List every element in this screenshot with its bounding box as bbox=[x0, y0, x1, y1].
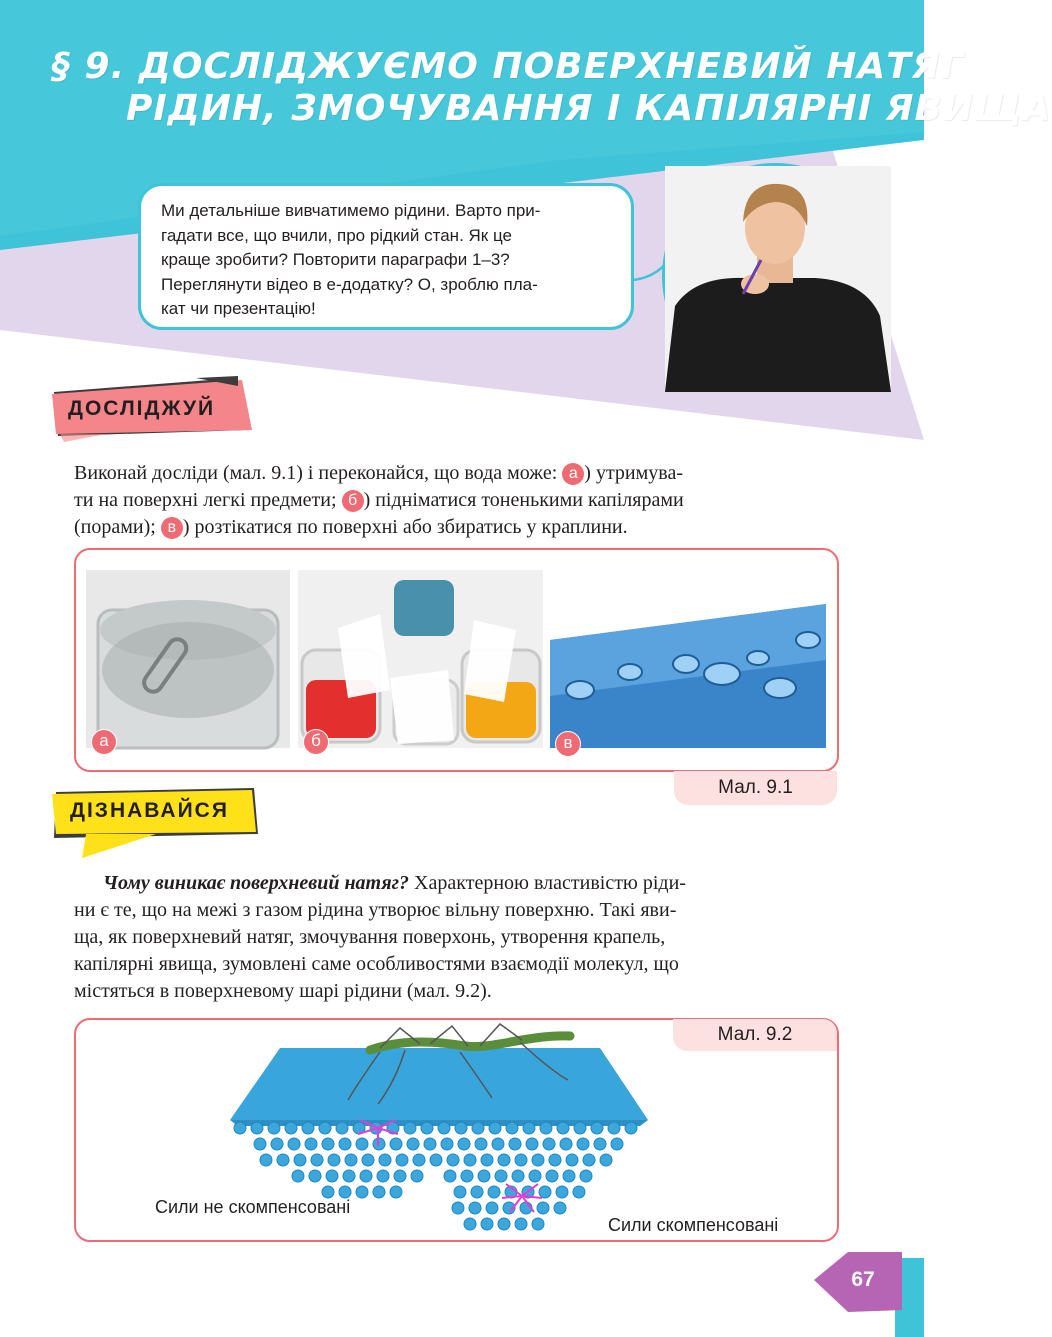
molecule-dot bbox=[251, 1122, 263, 1134]
molecule-dot bbox=[594, 1138, 606, 1150]
molecule-dot bbox=[379, 1154, 391, 1166]
molecule-dot bbox=[475, 1138, 487, 1150]
molecule-dot bbox=[292, 1170, 304, 1182]
section-label-learn: ДІЗНАВАЙСЯ bbox=[70, 799, 229, 822]
molecule-dot bbox=[472, 1122, 484, 1134]
molecule-dot bbox=[537, 1202, 549, 1214]
molecule-dot bbox=[546, 1170, 558, 1182]
molecule-dot bbox=[566, 1154, 578, 1166]
molecule-dot bbox=[377, 1170, 389, 1182]
molecule-dot bbox=[526, 1138, 538, 1150]
molecule-dot bbox=[461, 1170, 473, 1182]
molecule-dot bbox=[488, 1186, 500, 1198]
molecule-dot bbox=[540, 1122, 552, 1134]
molecule-dot bbox=[309, 1170, 321, 1182]
molecule-dot bbox=[481, 1218, 493, 1230]
explore-text: ) підніматися тоненькими капілярами bbox=[363, 489, 684, 511]
molecule-dot bbox=[577, 1138, 589, 1150]
molecule-dot bbox=[469, 1202, 481, 1214]
molecule-dot bbox=[260, 1154, 272, 1166]
molecule-dot bbox=[543, 1138, 555, 1150]
molecule-dot bbox=[506, 1122, 518, 1134]
molecule-dot bbox=[254, 1138, 266, 1150]
molecule-dot bbox=[322, 1138, 334, 1150]
explore-line-3 bbox=[74, 514, 684, 541]
section-label-learn-bg bbox=[46, 784, 266, 864]
molecule-dot bbox=[356, 1186, 368, 1198]
molecule-dot bbox=[390, 1186, 402, 1198]
label-compensated-forces: Сили скомпенсовані bbox=[608, 1215, 779, 1235]
molecule-dot bbox=[311, 1154, 323, 1166]
molecule-dot bbox=[498, 1218, 510, 1230]
molecule-dot bbox=[539, 1186, 551, 1198]
explore-line-2 bbox=[74, 487, 684, 514]
bubble-line: Ми детальніше вивчатимемо рідини. Варто при- bbox=[161, 201, 541, 220]
figure-9-1-caption: Мал. 9.1 bbox=[674, 771, 837, 805]
molecule-dot bbox=[464, 1154, 476, 1166]
learn-line-5: містяться в поверхневому шарі рідини (мал. 9.2). bbox=[74, 980, 492, 1002]
marker-a: а bbox=[562, 463, 584, 485]
page-number: 67 bbox=[851, 1268, 875, 1291]
molecule-dot bbox=[454, 1186, 466, 1198]
explore-text: ти на поверхні легкі предмети; bbox=[74, 489, 342, 511]
bubble-line: кат чи презентацію! bbox=[161, 299, 316, 318]
molecule-dot bbox=[583, 1154, 595, 1166]
learn-line-2: ни є те, що на межі з газом рідина утворює вільну поверхню. Такі яви- bbox=[74, 899, 677, 921]
molecule-dot bbox=[492, 1138, 504, 1150]
molecule-dot bbox=[343, 1170, 355, 1182]
photo-marker-a: а bbox=[91, 729, 117, 755]
molecule-dot bbox=[441, 1138, 453, 1150]
explore-text: Виконай досліди (мал. 9.1) і переконайся, що вода може: bbox=[74, 462, 563, 484]
molecule-dot bbox=[447, 1154, 459, 1166]
explore-text: ) розтікатися по поверхні або збиратись у краплини. bbox=[182, 516, 628, 538]
molecule-dot bbox=[478, 1170, 490, 1182]
learn-question: Чому виникає поверхневий натяг? bbox=[103, 872, 410, 894]
page-title-line-1: § 9. ДОСЛІДЖУЄМО ПОВЕРХНЕВИЙ НАТЯГ bbox=[52, 46, 965, 87]
bubble-line: гадати все, що вчили, про рідкий стан. Як це bbox=[161, 225, 512, 245]
explore-paragraph bbox=[74, 460, 684, 541]
explore-line-1 bbox=[74, 460, 684, 487]
molecule-dot bbox=[271, 1138, 283, 1150]
molecule-dot bbox=[285, 1122, 297, 1134]
molecule-dot bbox=[390, 1138, 402, 1150]
molecule-dot bbox=[373, 1186, 385, 1198]
explore-text: (порами); bbox=[74, 516, 161, 538]
explore-text: ) утримува- bbox=[584, 462, 684, 484]
molecule-dot bbox=[452, 1202, 464, 1214]
molecule-dot bbox=[455, 1122, 467, 1134]
photo-marker-b: б bbox=[303, 729, 329, 755]
molecule-dot bbox=[362, 1154, 374, 1166]
molecule-dot bbox=[532, 1218, 544, 1230]
photo-marker-v: в bbox=[555, 731, 581, 757]
molecule-dot bbox=[611, 1138, 623, 1150]
molecule-dot bbox=[600, 1154, 612, 1166]
molecule-dot bbox=[356, 1138, 368, 1150]
molecule-dot bbox=[489, 1122, 501, 1134]
molecule-dot bbox=[573, 1186, 585, 1198]
molecule-dot bbox=[574, 1122, 586, 1134]
molecule-dot bbox=[556, 1186, 568, 1198]
water-droplets-on-fabric-icon bbox=[550, 600, 826, 748]
molecule-dot bbox=[481, 1154, 493, 1166]
label-uncompensated-forces: Сили не скомпенсовані bbox=[155, 1197, 351, 1217]
molecule-dot bbox=[407, 1138, 419, 1150]
molecule-dot bbox=[515, 1218, 527, 1230]
molecule-dot bbox=[345, 1154, 357, 1166]
molecule-dot bbox=[495, 1170, 507, 1182]
molecule-dot bbox=[288, 1138, 300, 1150]
molecule-dot bbox=[411, 1170, 423, 1182]
paperclip-on-water-icon bbox=[86, 570, 290, 748]
molecule-dot bbox=[608, 1122, 620, 1134]
photo-water-droplets bbox=[550, 600, 826, 748]
molecule-dot bbox=[326, 1170, 338, 1182]
bubble-line: краще зробити? Повторити параграфи 1–3? bbox=[161, 250, 510, 269]
molecule-dot bbox=[554, 1202, 566, 1214]
molecule-dot bbox=[302, 1122, 314, 1134]
molecule-dot bbox=[515, 1154, 527, 1166]
page-title-line-2: РІДИН, ЗМОЧУВАННЯ І КАПІЛЯРНІ ЯВИЩА bbox=[126, 88, 1052, 129]
learn-text: Характерною властивістю ріди- bbox=[409, 872, 686, 894]
molecule-dot bbox=[305, 1138, 317, 1150]
molecule-dot bbox=[336, 1122, 348, 1134]
molecule-dot bbox=[580, 1170, 592, 1182]
molecule-dot bbox=[430, 1154, 442, 1166]
learn-line-3: ща, як поверхневий натяг, змочування поверхонь, утворення крапель, bbox=[74, 926, 666, 948]
molecule-dot bbox=[268, 1122, 280, 1134]
molecule-dot bbox=[471, 1186, 483, 1198]
molecule-dot bbox=[319, 1122, 331, 1134]
molecule-dot bbox=[512, 1170, 524, 1182]
molecule-dot bbox=[557, 1122, 569, 1134]
learn-line-4: капілярні явища, зумовлені саме особливостями взаємодії молекул, що bbox=[74, 953, 679, 975]
molecule-dot bbox=[339, 1138, 351, 1150]
molecule-dot bbox=[529, 1170, 541, 1182]
molecule-dot bbox=[625, 1122, 637, 1134]
learn-paragraph bbox=[74, 870, 686, 1005]
marker-v: в bbox=[161, 517, 183, 539]
molecule-dot bbox=[396, 1154, 408, 1166]
photo-capillary-glasses bbox=[298, 570, 543, 748]
section-label-explore: ДОСЛІДЖУЙ bbox=[68, 397, 216, 420]
student-thinking-icon bbox=[665, 166, 891, 392]
molecule-dot bbox=[444, 1170, 456, 1182]
molecule-dot bbox=[328, 1154, 340, 1166]
molecule-dot bbox=[421, 1122, 433, 1134]
molecule-dot bbox=[532, 1154, 544, 1166]
avatar bbox=[662, 163, 888, 389]
molecule-dot bbox=[413, 1154, 425, 1166]
molecule-dot bbox=[464, 1218, 476, 1230]
molecule-dot bbox=[498, 1154, 510, 1166]
molecule-dot bbox=[458, 1138, 470, 1150]
molecule-dot bbox=[523, 1122, 535, 1134]
molecule-dot bbox=[404, 1122, 416, 1134]
molecule-dot bbox=[424, 1138, 436, 1150]
molecule-dot bbox=[563, 1170, 575, 1182]
molecule-dot bbox=[394, 1170, 406, 1182]
marker-b: б bbox=[342, 490, 364, 512]
colored-water-glasses-icon bbox=[298, 570, 543, 748]
photo-paperclip-glass bbox=[86, 570, 290, 748]
molecule-dot bbox=[509, 1138, 521, 1150]
molecule-dot bbox=[277, 1154, 289, 1166]
molecule-dot bbox=[486, 1202, 498, 1214]
bubble-line: Переглянути відео в е-додатку? О, зроблю пла- bbox=[161, 274, 538, 294]
molecule-dot bbox=[360, 1170, 372, 1182]
learn-line-1 bbox=[74, 870, 686, 897]
figure-9-2-caption: Мал. 9.2 bbox=[673, 1019, 837, 1051]
intro-speech-bubble bbox=[138, 183, 634, 330]
molecule-dot bbox=[549, 1154, 561, 1166]
molecule-dot bbox=[294, 1154, 306, 1166]
molecule-dot bbox=[438, 1122, 450, 1134]
molecule-dot bbox=[560, 1138, 572, 1150]
molecule-dot bbox=[234, 1122, 246, 1134]
molecule-dot bbox=[591, 1122, 603, 1134]
